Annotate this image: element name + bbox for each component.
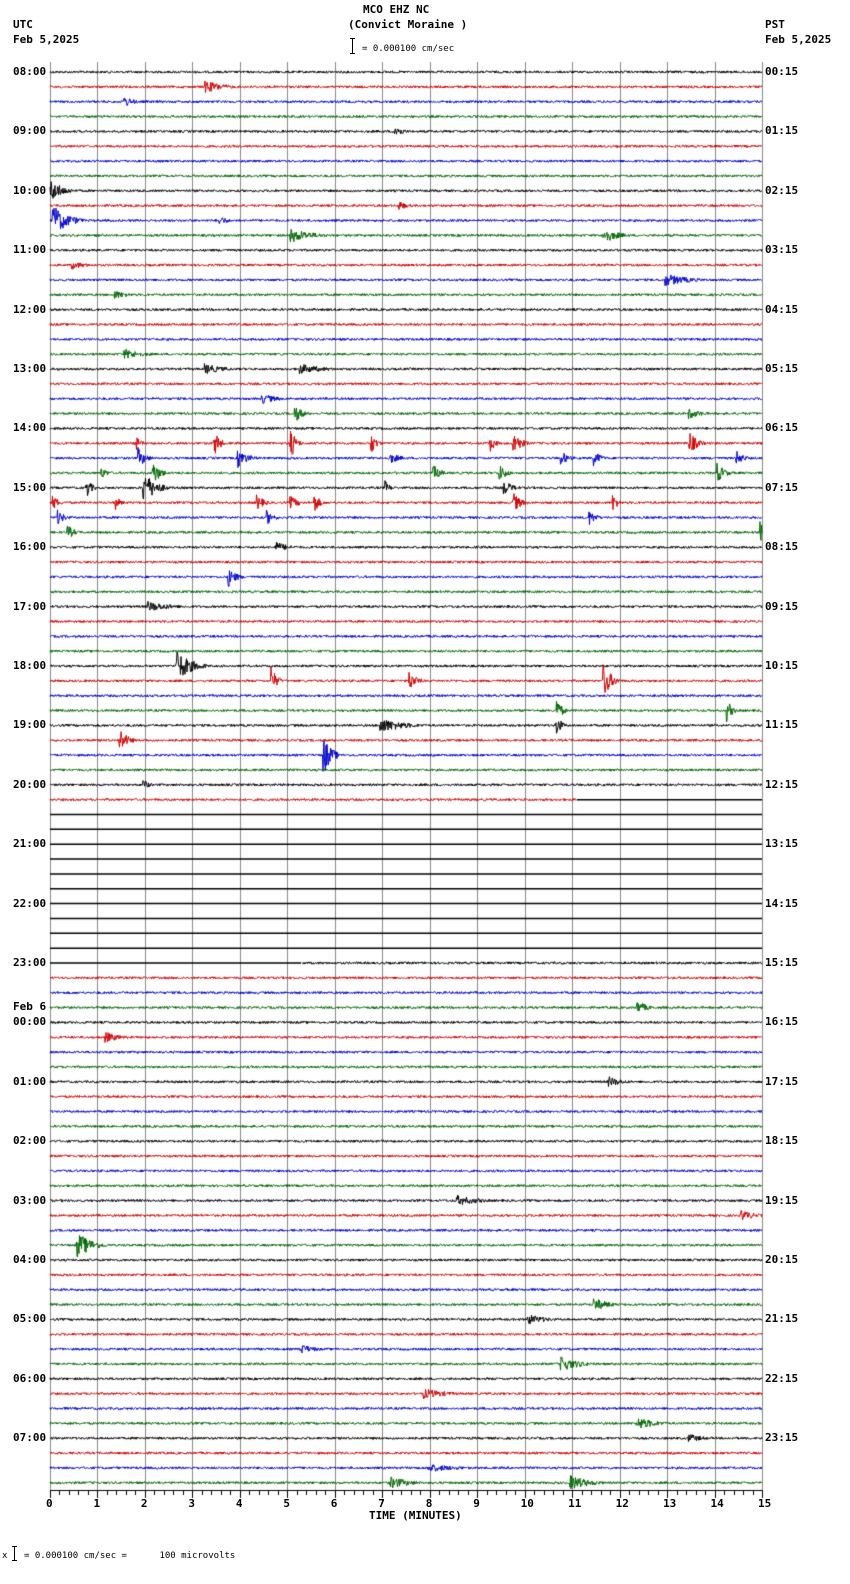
right-hour-label: 21:15 [765, 1312, 799, 1326]
right-hour-label: 10:15 [765, 659, 799, 672]
left-hour-label: 00:00 [13, 1015, 47, 1029]
right-hour-label: 02:15 [765, 183, 799, 197]
right-timezone: PST [765, 18, 785, 31]
x-tick-label: 9 [473, 1497, 480, 1510]
left-hour-label: 17:00 [13, 599, 47, 613]
right-hour-label: 20:15 [765, 1253, 799, 1266]
x-tick-label: 2 [140, 1497, 148, 1510]
left-hour-label: 13:00 [13, 362, 47, 375]
right-hour-label: 17:15 [765, 1074, 799, 1088]
x-tick-label: 11 [568, 1497, 582, 1510]
left-hour-label: 05:00 [13, 1312, 47, 1326]
x-tick-label: 12 [615, 1497, 629, 1510]
left-hour-label: 02:00 [13, 1134, 47, 1148]
right-hour-label: 18:15 [765, 1134, 799, 1148]
footer-scale-bar-icon [12, 1546, 17, 1561]
x-tick-label: 6 [330, 1497, 338, 1510]
right-hour-label: 04:15 [765, 302, 799, 316]
left-hour-label: 01:00 [13, 1074, 47, 1088]
left-date: Feb 5,2025 [13, 33, 80, 46]
left-hour-label: 04:00 [13, 1253, 47, 1266]
right-hour-label: 22:15 [765, 1371, 799, 1385]
right-hour-label: 13:15 [765, 837, 799, 851]
right-hour-label: 15:15 [765, 956, 799, 969]
x-tick-label: 13 [663, 1497, 677, 1510]
x-tick-label: 7 [378, 1497, 385, 1510]
left-hour-label: 15:00 [13, 480, 47, 494]
x-tick-label: 0 [46, 1497, 53, 1510]
scale-bar-icon [350, 38, 355, 54]
x-tick-label: 15 [758, 1497, 772, 1510]
right-hour-label: 00:15 [765, 65, 799, 78]
station-location: (Convict Moraine ) [348, 18, 468, 31]
left-hour-label: 06:00 [13, 1371, 47, 1385]
left-hour-label: 18:00 [13, 659, 47, 672]
right-date: Feb 5,2025 [765, 33, 832, 46]
left-hour-label: 20:00 [13, 777, 47, 791]
right-hour-label: 06:15 [765, 421, 799, 435]
left-hour-label: 19:00 [13, 718, 47, 732]
right-hour-label: 11:15 [765, 718, 799, 732]
header-scale-text: = 0.000100 cm/sec [362, 44, 455, 54]
x-tick-label: 5 [283, 1497, 290, 1510]
left-hour-label: 10:00 [13, 183, 47, 197]
right-hour-label: 14:15 [765, 896, 799, 910]
right-hour-label: 07:15 [765, 480, 799, 494]
right-hour-label: 08:15 [765, 540, 799, 554]
left-hour-label: 09:00 [13, 124, 47, 138]
right-hour-label: 19:15 [765, 1193, 799, 1207]
x-axis-label: TIME (MINUTES) [369, 1509, 462, 1522]
right-hour-label: 16:15 [765, 1015, 799, 1029]
left-hour-label: 12:00 [13, 302, 47, 316]
right-hour-label: 12:15 [765, 777, 799, 791]
x-tick-label: 1 [93, 1497, 101, 1510]
x-tick-label: 14 [710, 1497, 724, 1510]
x-tick-label: 3 [188, 1497, 196, 1510]
left-hour-label: 11:00 [13, 243, 47, 257]
right-hour-label: 01:15 [765, 124, 799, 138]
right-hour-label: 03:15 [765, 243, 799, 257]
footer-scale-text: = 0.000100 cm/sec = 100 microvolts [24, 1551, 236, 1561]
left-hour-label: 08:00 [13, 65, 47, 78]
left-hour-label: 23:00 [13, 956, 47, 969]
station-title: MCO EHZ NC [363, 3, 430, 16]
left-hour-label: 03:00 [13, 1193, 47, 1207]
left-hour-label: 07:00 [13, 1431, 47, 1445]
x-tick-label: 4 [235, 1497, 243, 1510]
left-hour-label: 21:00 [13, 837, 47, 851]
x-tick-label: 10 [520, 1497, 534, 1510]
right-hour-label: 05:15 [765, 362, 799, 375]
date-change-label: Feb 6 [13, 1000, 47, 1014]
left-timezone: UTC [13, 18, 33, 31]
left-hour-label: 22:00 [13, 896, 47, 910]
left-hour-label: 16:00 [13, 540, 47, 554]
right-hour-label: 09:15 [765, 599, 799, 613]
right-hour-label: 23:15 [765, 1431, 799, 1445]
left-hour-label: 14:00 [13, 421, 47, 435]
footer-marker: x [2, 1551, 8, 1561]
x-tick-label: 8 [425, 1497, 433, 1510]
